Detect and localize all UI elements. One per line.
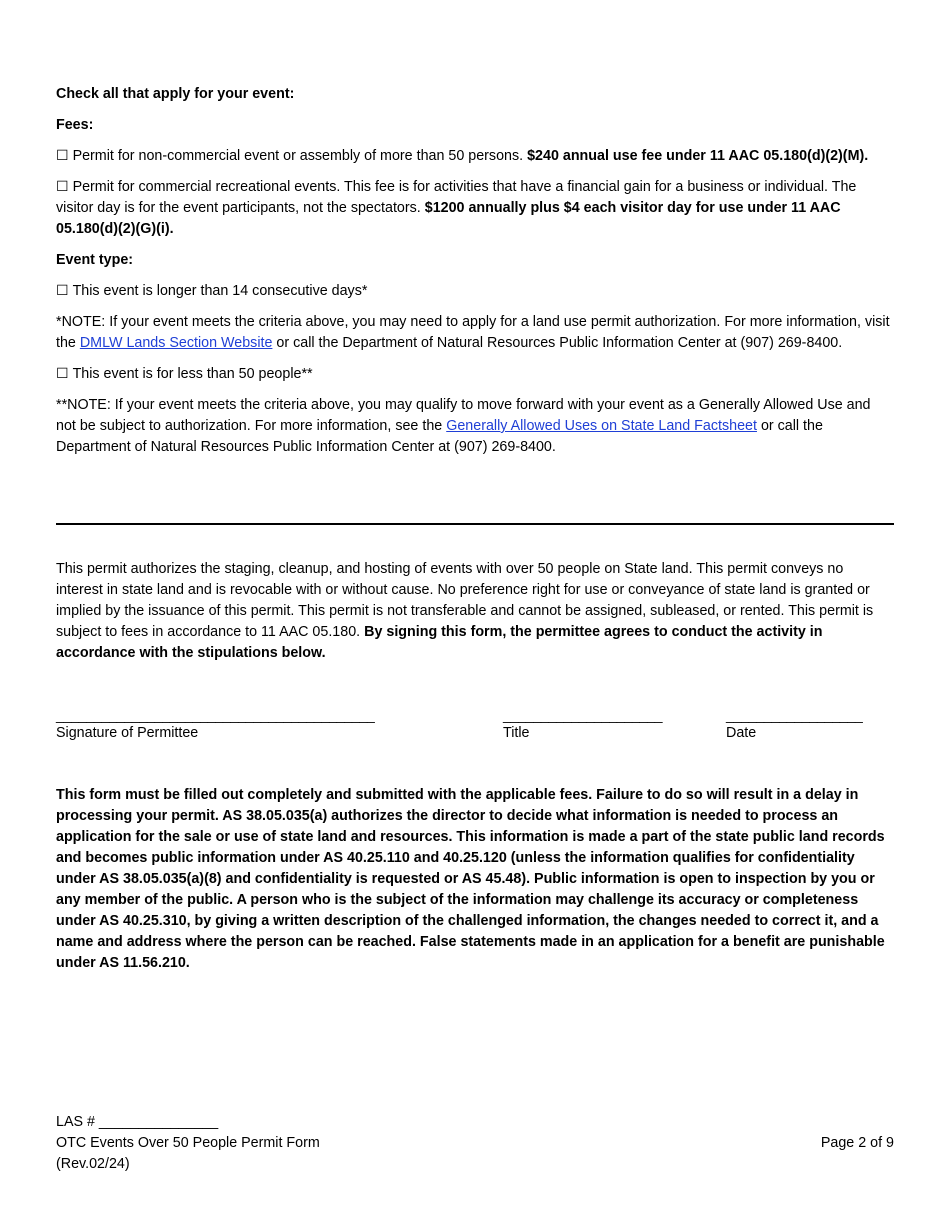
fee-option-commercial: ☐ Permit for commercial recreational events. This fee is for activities that have a financial gain for a business or individual. The visitor day is for the event participants, not the spectators. $1200 annually plus $4 each visitor day for use under 11 AAC 05.180(d)(2)(G)(i). bbox=[56, 179, 857, 237]
date-line[interactable]: __________________ bbox=[726, 707, 863, 723]
generally-allowed-uses-link[interactable]: Generally Allowed Uses on State Land Factsheet bbox=[446, 418, 757, 434]
las-number: LAS # _______________ bbox=[56, 1114, 219, 1130]
event-option-small: ☐ This event is for less than 50 people** bbox=[56, 366, 313, 382]
small-event-checkbox[interactable]: ☐ bbox=[56, 366, 69, 382]
noncommercial-checkbox[interactable]: ☐ bbox=[56, 148, 69, 164]
page-number: Page 2 of 9 bbox=[820, 1135, 894, 1151]
event-option-long: ☐ This event is longer than 14 consecutive days* bbox=[56, 283, 368, 299]
fees-label: Fees: bbox=[56, 117, 94, 133]
event-type-label: Event type: bbox=[56, 252, 134, 268]
authorization-paragraph: This permit authorizes the staging, cleanup, and hosting of events with over 50 people on State land. This permit conveys no interest in state land and is revocable with or without cause. No preference right for use or conveyance of state land is granted or implied by the issuance of this permit. This permit is not transferable and cannot be assigned, subleased, or rented. This permit is subject to fees in accordance to 11 AAC 05.180. By signing this form, the permittee agrees to conduct the activity in accordance with the stipulations below. bbox=[56, 561, 874, 661]
note-long-event: *NOTE: If your event meets the criteria above, you may need to apply for a land use permit authorization. For more information, visit the DMLW Lands Section Website or call the Department of Natural Resources Public Information Center at (907) 269-8400. bbox=[56, 314, 890, 351]
note-small-event: **NOTE: If your event meets the criteria above, you may qualify to move forward with your event as a Generally Allowed Use and not be subject to authorization. For more information, see the Generally Allowed Uses on State Land Factsheet or call the Department of Natural Resources Public Information Center at (907) 269-8400. bbox=[56, 397, 871, 455]
form-revision: (Rev.02/24) bbox=[56, 1156, 130, 1172]
dmlw-website-link[interactable]: DMLW Lands Section Website bbox=[79, 335, 273, 351]
date-label: Date bbox=[726, 725, 757, 741]
title-line[interactable]: _____________________ bbox=[503, 707, 663, 723]
title-label: Title bbox=[503, 725, 530, 741]
footer bbox=[56, 1112, 320, 1175]
long-event-checkbox[interactable]: ☐ bbox=[56, 283, 69, 299]
form-page bbox=[56, 84, 894, 468]
section-heading: Check all that apply for your event: bbox=[56, 86, 295, 102]
form-name: OTC Events Over 50 People Permit Form bbox=[56, 1135, 320, 1151]
commercial-checkbox[interactable]: ☐ bbox=[56, 179, 69, 195]
section-divider bbox=[56, 523, 894, 525]
permittee-signature-line[interactable]: __________________________________________ bbox=[56, 707, 375, 723]
disclosure-notice: This form must be filled out completely and submitted with the applicable fees. Failure to do so will result in a delay in processing your permit. AS 38.05.035(a) authorizes the director to decide what information is needed to process an application for the sale or use of state land and resources. This information is made a part of the state public land records and becomes public information under AS 40.25.110 and 40.25.120 (unless the information qualifies for confidentiality under AS 38.05.035(a)(8) and confidentiality is requested or AS 45.48). Public information is open to inspection by you or any member of the public. A person who is the subject of the information may challenge its accuracy or completeness under AS 40.25.310, by giving a written description of the challenged information, the changes needed to correct it, and a name and address where the person can be reached. False statements made in an application for a benefit are punishable under AS 11.56.210. bbox=[56, 787, 885, 971]
fee-option-noncommercial: ☐ Permit for non-commercial event or assembly of more than 50 persons. $240 annual use fee under 11 AAC 05.180(d)(2)(M). bbox=[56, 148, 869, 164]
permittee-signature-label: Signature of Permittee bbox=[56, 725, 199, 741]
